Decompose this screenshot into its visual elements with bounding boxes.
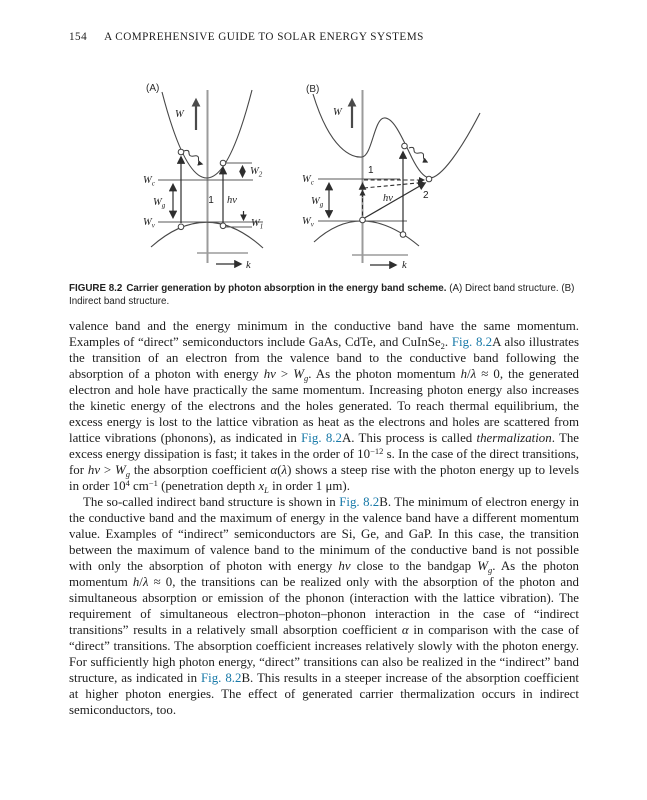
text-segment: A also illustrates the transition of an electron from the valence band to the conductive band following the absorption of a photon with energy: [69, 335, 580, 381]
panel-a-wg-label: $W_g$: [153, 197, 166, 210]
running-title: A COMPREHENSIVE GUIDE TO SOLAR ENERGY SYSTEMS: [104, 31, 424, 43]
figure-8-2: [0, 0, 647, 280]
panel-b-indirect-band-diagram: [302, 84, 480, 271]
text-segment: λ: [281, 463, 288, 477]
figure-caption-label: FIGURE 8.2: [69, 283, 123, 294]
text-segment: B. The minimum of electron energy in the conductive band and the maximum of energy in the valence band have a different momentum value. Examples of “indirect” semiconductors are Si, Ge, and GaP. In this case, the transition between the maximum of valence band to the minimum of the conductive band is not possible with only the absorption of photon with energy: [69, 495, 579, 573]
text-segment: g: [487, 564, 493, 575]
text-segment: hν: [87, 463, 101, 477]
panel-b-momentum-axis-label: k: [402, 260, 407, 271]
text-segment: α: [401, 623, 409, 637]
panel-a-wc-label: $W_c$: [143, 175, 155, 188]
panel-a-w1-label: $W_1$: [251, 218, 264, 231]
text-segment: valence band and the energy minimum in the conductive band have the same momentum. Examples of “direct” semiconductors include GaAs, CdTe, and CuInSe: [69, 319, 579, 349]
figure-caption-detail: (A) Direct band structure. (B) Indirect band structure.: [69, 283, 575, 307]
text-segment: ≈ 0, the transitions can be realized only with the absorption of the photon and simultaneous absorption or emission of the phonon (interaction with the lattice vibration). The requirement of simultaneous electron–photon–phonon interaction in the case of “indirect transitions” results in a relatively small absorption coefficient: [69, 575, 579, 637]
text-segment: B. This results in a steeper increase of the absorption coefficient at higher photon energies. The effect of generated carrier thermalization occurs in indirect semiconductors, too.: [69, 671, 579, 717]
text-segment: W: [293, 367, 304, 381]
panel-b-conduction-minimum: [426, 176, 432, 182]
text-segment: hν: [263, 367, 276, 381]
text-segment: cm: [129, 479, 149, 493]
text-segment: h: [132, 575, 140, 589]
text-segment: close to the bandgap: [350, 559, 478, 573]
text-segment: ) shows a steep rise with the photon energy up to levels in order 10: [69, 463, 579, 493]
panel-a-momentum-axis-label: k: [246, 260, 251, 271]
text-segment: hν: [338, 559, 351, 573]
panel-b-diagonal-transition-arrow: [365, 183, 426, 218]
panel-b-thermalization-squiggle: [409, 147, 427, 162]
panel-b-valence-maximum: [360, 217, 366, 223]
text-segment: h: [460, 367, 468, 381]
text-segment: thermalization: [476, 431, 552, 445]
panel-a-hole-right: [220, 223, 226, 229]
panel-b-transition-1-label: 1: [368, 165, 374, 176]
panel-b-photon-energy-label: hν: [383, 193, 393, 204]
panel-a-direct-band-diagram: [143, 83, 263, 271]
text-segment: the absorption coefficient: [130, 463, 271, 477]
figure-caption-title: Carrier generation by photon absorption in the energy band scheme.: [126, 283, 447, 294]
text-segment: −1: [148, 477, 158, 488]
text-segment: −12: [370, 445, 384, 456]
text-segment: A. This process is called: [341, 431, 477, 445]
paragraph-2: [69, 494, 579, 718]
figure-reference-link[interactable]: Fig. 8.2: [339, 495, 380, 509]
text-segment: The so-called indirect band structure is shown in: [83, 495, 340, 509]
text-segment: λ: [142, 575, 149, 589]
panel-b-energy-axis-label: W: [333, 107, 342, 118]
text-segment: W: [115, 463, 126, 477]
text-segment: .: [444, 335, 452, 349]
text-segment: g: [125, 468, 130, 479]
page-body: [69, 318, 579, 718]
panel-a-energy-axis-label: W: [175, 109, 184, 120]
paragraph-1: [69, 318, 579, 494]
figure-reference-link[interactable]: Fig. 8.2: [301, 431, 342, 445]
panel-a-electron-left: [178, 149, 184, 155]
panel-b-electron-high: [402, 143, 408, 149]
text-segment: /: [139, 575, 143, 589]
text-segment: g: [304, 372, 309, 383]
text-segment: (penetration depth: [157, 479, 259, 493]
text-segment: 2: [440, 340, 445, 351]
figure-reference-link[interactable]: Fig. 8.2: [200, 671, 242, 685]
panel-b-wg-label: $W_g$: [311, 196, 324, 209]
text-segment: L: [264, 484, 269, 495]
panel-a-tag: (A): [146, 83, 160, 94]
text-segment: s. In the case of the direct transitions, for: [69, 447, 579, 477]
text-segment: x: [258, 479, 265, 493]
text-segment: . As the photon momentum: [308, 367, 461, 381]
text-segment: ≈ 0, the generated electron and hole have practically the same momentum. Increasing photon energy also increases the kinetic energy of the electrons and the holes generated. To reach thermal equilibrium, the excess energy is lost to the lattice vibration as heat as the electrons and holes are scattered from lattice vibrations (phonons), as indicated in: [69, 367, 579, 445]
figure-caption: [69, 283, 581, 309]
text-segment: (: [277, 463, 282, 477]
panel-b-wc-label: $W_c$: [302, 174, 314, 187]
text-segment: >: [275, 367, 294, 381]
text-segment: W: [477, 559, 488, 573]
panel-a-thermalization-squiggle: [184, 150, 202, 164]
text-segment: α: [270, 463, 278, 477]
text-segment: . As the photon momentum: [69, 559, 580, 589]
panel-a-transition-1-label: 1: [208, 195, 214, 206]
text-segment: 4: [125, 477, 130, 488]
text-segment: /: [467, 367, 471, 381]
panel-a-electron-right: [220, 160, 226, 166]
panel-a-w2-label: $W_2$: [250, 166, 263, 179]
text-segment: in comparison with the case of “direct” transitions. The absorption coefficient increases relatively slowly with the photon energy. For sufficiently high photon energy, “direct” transitions can also be realized in the “indirect” band structure, as indicated in: [69, 623, 579, 685]
panel-a-photon-energy-label: hν: [227, 195, 237, 206]
panel-b-wv-label: $W_v$: [302, 216, 314, 229]
figure-reference-link[interactable]: Fig. 8.2: [451, 335, 493, 349]
panel-a-wv-label: $W_v$: [143, 217, 155, 230]
text-segment: >: [100, 463, 115, 477]
panel-a-hole-left: [178, 224, 184, 230]
page-number: 154: [69, 31, 88, 43]
panel-b-tag: (B): [306, 84, 320, 95]
text-segment: . The excess energy dissipation is fast; it takes in the order of 10: [69, 431, 579, 461]
panel-b-transition-2-label: 2: [423, 190, 429, 201]
panel-b-hole-right: [400, 232, 406, 238]
text-segment: in order 1 μm).: [268, 479, 350, 493]
panel-b-phonon-wedge-lower: [364, 183, 423, 189]
text-segment: λ: [470, 367, 477, 381]
